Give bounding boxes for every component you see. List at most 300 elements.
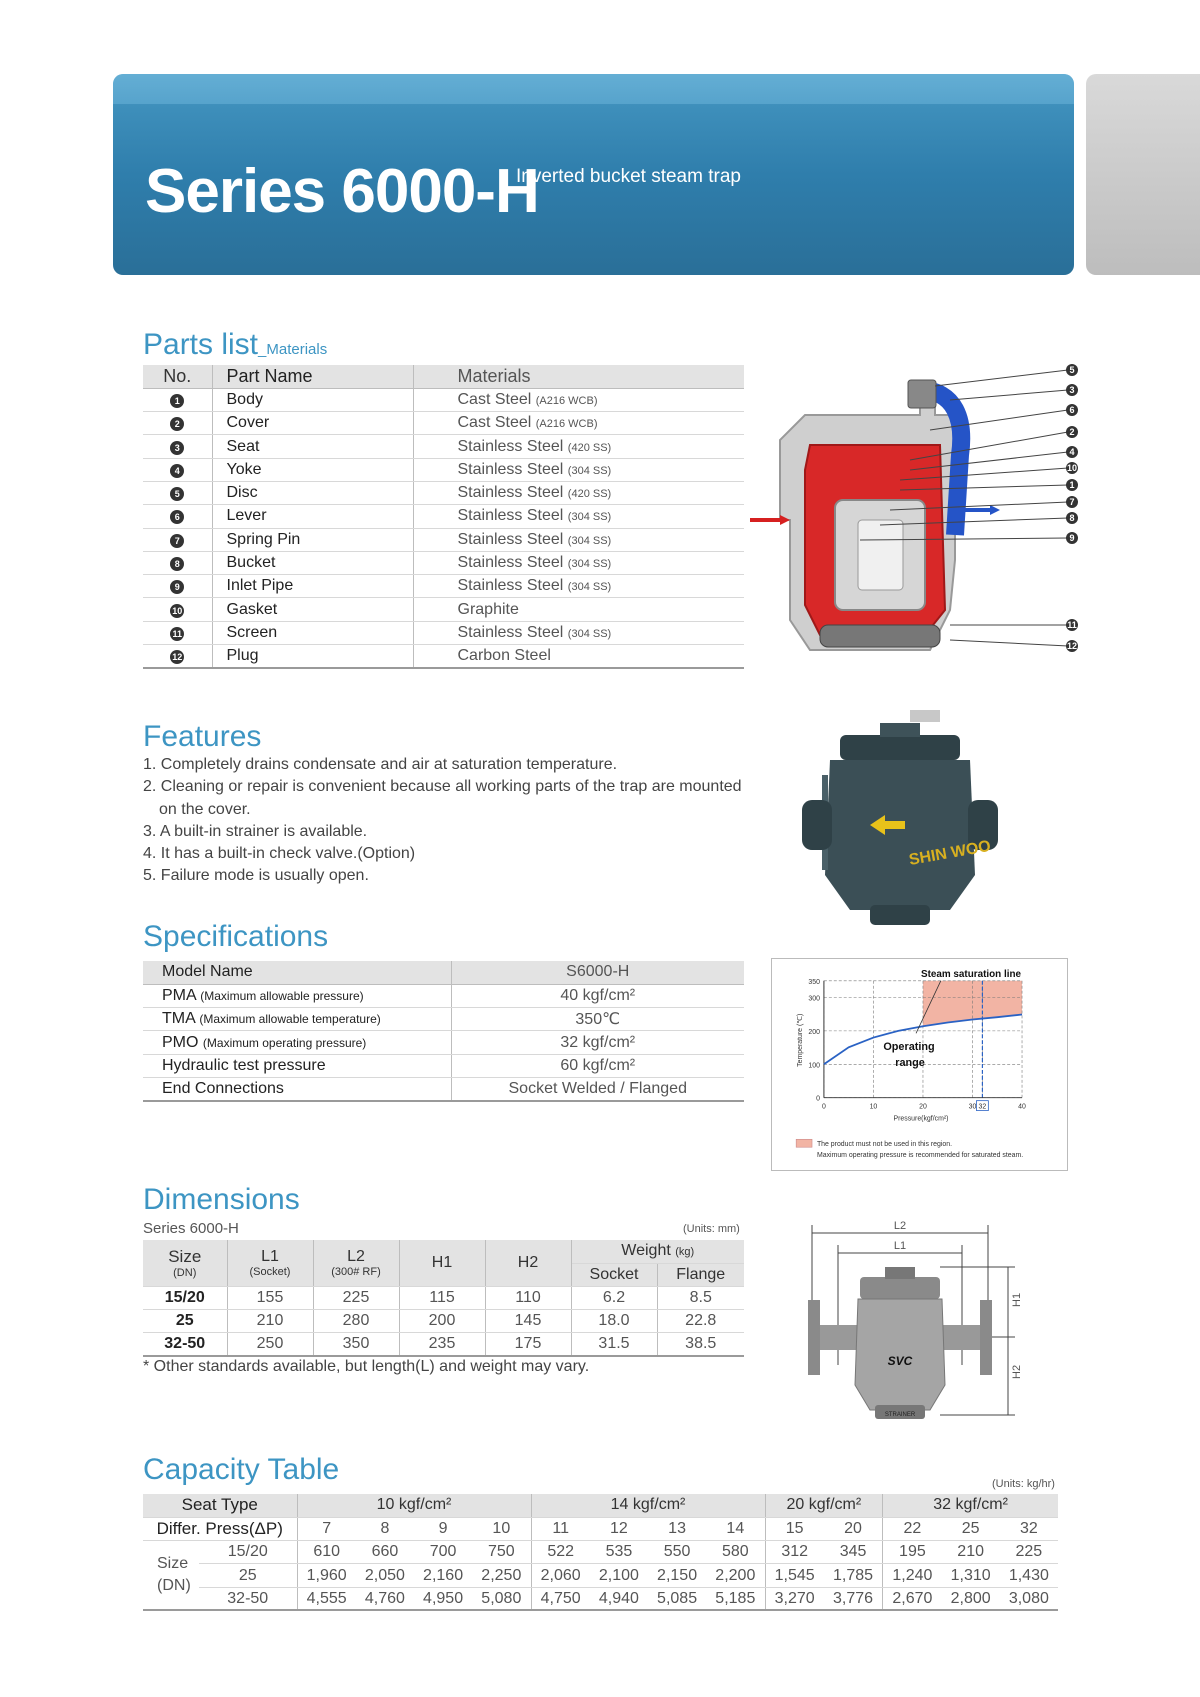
capacity-value: 4,760 (356, 1587, 414, 1610)
part-number-badge: 8 (170, 557, 184, 571)
spec-key-label: Model Name (162, 963, 253, 981)
part-name: Seat (212, 435, 413, 458)
header-h2: H2 (485, 1240, 571, 1286)
part-material (413, 458, 744, 481)
parts-row (143, 575, 744, 598)
x-tick-label: 20 (919, 1103, 927, 1111)
part-name: Disc (212, 481, 413, 504)
seat-type-header: 10 kgf/cm² (297, 1494, 531, 1517)
dim-size: 25 (143, 1309, 227, 1332)
capacity-value: 4,940 (590, 1587, 648, 1610)
capacity-value: 2,800 (942, 1587, 1000, 1610)
capacity-value: 4,555 (297, 1587, 356, 1610)
capacity-value: 2,160 (414, 1564, 472, 1587)
part-number (143, 458, 212, 481)
parts-header-row (143, 365, 744, 388)
capacity-value: 2,050 (356, 1564, 414, 1587)
part-number-badge: 11 (170, 627, 184, 641)
y-axis-label: Temperature (℃) (797, 1013, 805, 1067)
part-number-badge: 12 (172, 651, 183, 662)
parts-row (143, 481, 744, 504)
capacity-value: 3,080 (1000, 1587, 1058, 1610)
spec-key-label: PMA (162, 986, 196, 1004)
capacity-value: 210 (942, 1541, 1000, 1564)
capacity-value: 2,150 (648, 1564, 706, 1587)
part-name: Cover (212, 412, 413, 435)
dimensions-row (143, 1333, 744, 1356)
part-number (143, 435, 212, 458)
material-name: Stainless Steel (457, 484, 564, 502)
part-material (413, 435, 744, 458)
part-number (143, 481, 212, 504)
part-name: Plug (212, 645, 413, 668)
size-label-line: (DN) (157, 1577, 191, 1595)
parts-row (143, 458, 744, 481)
drawing-h2-label: H2 (1011, 1364, 1023, 1379)
callout-marker (1066, 619, 1078, 631)
part-number-badge: 1 (170, 394, 184, 408)
header-weight-label: Weight (621, 1242, 671, 1260)
seat-type-label: Seat Type (143, 1494, 297, 1517)
capacity-row (143, 1587, 1058, 1610)
spec-value: 350℃ (451, 1008, 744, 1031)
pressure-header: 22 (883, 1517, 942, 1540)
capacity-seat-row (143, 1494, 1058, 1517)
part-name: Yoke (212, 458, 413, 481)
pressure-header: 32 (1000, 1517, 1058, 1540)
callout-marker (1066, 404, 1078, 416)
parts-row (143, 551, 744, 574)
capacity-size: 25 (199, 1564, 297, 1587)
callout-marker (1066, 640, 1078, 652)
spec-key (143, 961, 451, 984)
callout-number: 12 (1066, 641, 1078, 651)
capacity-value: 580 (706, 1541, 765, 1564)
banner-highlight (113, 74, 1074, 104)
parts-subtitle: _Materials (258, 341, 328, 358)
callout-number: 10 (1066, 463, 1078, 473)
part-name: Bucket (212, 551, 413, 574)
part-number-badge: 2 (170, 417, 184, 431)
dim-h1: 115 (399, 1286, 485, 1309)
capacity-value: 312 (765, 1541, 824, 1564)
capacity-value: 5,080 (472, 1587, 531, 1610)
features-title: Features (143, 720, 262, 753)
header-l2-label: L2 (347, 1247, 365, 1265)
spec-key (143, 1008, 451, 1031)
x-tick-label: 10 (869, 1103, 878, 1111)
material-spec: (420 SS) (567, 441, 612, 454)
header-h1: H1 (399, 1240, 485, 1286)
dim-flange: 38.5 (657, 1333, 744, 1356)
callout-number: 7 (1069, 497, 1075, 507)
feature-item: 1. Completely drains condensate and air at saturation temperature. (143, 756, 618, 773)
spec-key-label: End Connections (162, 1079, 284, 1097)
material-spec: (304 SS) (567, 534, 612, 547)
spec-value: 60 kgf/cm² (451, 1054, 744, 1077)
feature-item: 2. Cleaning or repair is convenient because all working parts of the trap are mounted (143, 778, 742, 796)
drawing-brand: SVC (887, 1354, 913, 1368)
dimensions-row (143, 1309, 744, 1332)
saturation-chart (771, 958, 1068, 1171)
capacity-value: 1,310 (942, 1564, 1000, 1587)
part-name: Body (212, 388, 413, 411)
material-name: Stainless Steel (457, 530, 564, 548)
material-spec: (304 SS) (567, 581, 612, 594)
capacity-value: 5,085 (648, 1587, 706, 1610)
header-l1 (227, 1240, 313, 1286)
material-name: Stainless Steel (457, 577, 564, 595)
part-number-badge: 3 (170, 441, 184, 455)
material-name: Cast Steel (457, 414, 532, 432)
dimensions-units: (Units: mm) (683, 1223, 740, 1235)
spec-value: 40 kgf/cm² (451, 984, 744, 1007)
part-material (413, 598, 744, 621)
x-axis-label: Pressure(kgf/cm²) (893, 1115, 949, 1123)
pressure-header: 9 (414, 1517, 472, 1540)
capacity-value: 1,430 (1000, 1564, 1058, 1587)
capacity-value: 2,250 (472, 1564, 531, 1587)
header-weight-sub: (kg) (675, 1246, 695, 1259)
spec-key-label: PMO (162, 1033, 199, 1051)
callout-number: 11 (1067, 620, 1077, 630)
parts-row (143, 412, 744, 435)
size-label-line: Size (157, 1555, 189, 1573)
material-name: Cast Steel (457, 390, 532, 408)
capacity-value: 660 (356, 1541, 414, 1564)
part-number (143, 551, 212, 574)
dimensions-header-row (143, 1240, 744, 1263)
header-size-label: Size (168, 1246, 202, 1266)
header-weight (571, 1240, 744, 1263)
capacity-value: 550 (648, 1541, 706, 1564)
callout-number: 1 (1069, 480, 1075, 490)
callout-marker (1066, 532, 1078, 544)
feature-item: 3. A built-in strainer is available. (143, 822, 368, 840)
header-materials: Materials (413, 365, 744, 388)
part-material (413, 645, 744, 668)
spec-key-note: (Maximum allowable temperature) (199, 1012, 381, 1027)
dim-socket: 6.2 (571, 1286, 657, 1309)
product-photo (800, 695, 1000, 935)
pressure-header: 15 (765, 1517, 824, 1540)
capacity-value: 2,100 (590, 1564, 648, 1587)
parts-row (143, 505, 744, 528)
part-material (413, 388, 744, 411)
feature-item: on the cover. (159, 800, 251, 818)
spec-table (143, 961, 744, 1102)
part-material (413, 412, 744, 435)
callout-marker (1066, 512, 1078, 524)
legend-swatch (796, 1139, 812, 1147)
differ-press-label: Differ. Press(ΔP) (143, 1517, 297, 1540)
side-tab (1086, 74, 1200, 275)
annotation-line1: Operating (883, 1041, 935, 1054)
capacity-value: 5,185 (706, 1587, 765, 1610)
spec-value: Socket Welded / Flanged (451, 1077, 744, 1100)
callout-number: 8 (1069, 513, 1075, 523)
part-number (143, 621, 212, 644)
pressure-header: 13 (648, 1517, 706, 1540)
capacity-value: 750 (472, 1541, 531, 1564)
part-material (413, 481, 744, 504)
callout-marker (1066, 462, 1078, 474)
dim-h2: 145 (485, 1309, 571, 1332)
dimensions-caption: Series 6000-H (143, 1220, 239, 1237)
capacity-value: 2,060 (531, 1564, 590, 1587)
dim-flange: 22.8 (657, 1309, 744, 1332)
seat-type-header: 20 kgf/cm² (765, 1494, 883, 1517)
drawing-l1-label: L1 (893, 1240, 907, 1252)
part-number-badge: 7 (170, 534, 184, 548)
header-l2-sub: (300# RF) (331, 1265, 381, 1278)
specifications-title: Specifications (143, 920, 329, 953)
spec-key (143, 1031, 451, 1054)
part-number-badge: 6 (170, 510, 184, 524)
page-title: Series 6000-H (145, 157, 539, 226)
dim-l1: 250 (227, 1333, 313, 1356)
feature-item: 4. It has a built-in check valve.(Option) (143, 845, 416, 863)
header-no: No. (143, 365, 212, 388)
spec-value: S6000-H (451, 961, 744, 984)
feature-item: 5. Failure mode is usually open. (143, 867, 369, 885)
header-socket: Socket (571, 1263, 657, 1286)
material-name: Graphite (457, 600, 519, 618)
drawing-h1-label: H1 (1011, 1292, 1023, 1307)
material-name: Stainless Steel (457, 554, 564, 572)
part-number (143, 645, 212, 668)
y-tick-label: 200 (808, 1028, 820, 1036)
capacity-value: 4,750 (531, 1587, 590, 1610)
callout-marker (1066, 426, 1078, 438)
material-name: Stainless Steel (457, 507, 564, 525)
annotation-line2: range (895, 1056, 925, 1069)
material-spec: (304 SS) (567, 558, 612, 571)
parts-title-text: Parts list (143, 328, 259, 361)
capacity-value: 3,776 (824, 1587, 883, 1610)
part-number (143, 412, 212, 435)
spec-row (143, 961, 744, 984)
dim-size: 32-50 (143, 1333, 227, 1356)
capacity-value: 225 (1000, 1541, 1058, 1564)
part-name: Gasket (212, 598, 413, 621)
capacity-value: 3,270 (765, 1587, 824, 1610)
part-name: Screen (212, 621, 413, 644)
spec-key (143, 1054, 451, 1077)
pressure-header: 10 (472, 1517, 531, 1540)
dim-l2: 280 (313, 1309, 399, 1332)
dim-l2: 225 (313, 1286, 399, 1309)
pressure-header: 8 (356, 1517, 414, 1540)
callout-number: 4 (1069, 447, 1075, 457)
spec-key-note: (Maximum allowable pressure) (200, 988, 364, 1003)
capacity-pressure-row (143, 1517, 1058, 1540)
pressure-header: 11 (531, 1517, 590, 1540)
spec-key (143, 1077, 451, 1100)
dim-flange: 8.5 (657, 1286, 744, 1309)
chart-title: Steam saturation line (920, 968, 1022, 980)
y-tick-label: 350 (808, 978, 820, 986)
material-spec: (304 SS) (567, 627, 612, 640)
x-tick-label: 0 (821, 1103, 826, 1111)
y-tick-label: 100 (808, 1062, 820, 1070)
capacity-value: 4,950 (414, 1587, 472, 1610)
spec-key-label: TMA (162, 1010, 195, 1028)
seat-type-header: 32 kgf/cm² (883, 1494, 1058, 1517)
capacity-units: (Units: kg/hr) (992, 1478, 1055, 1490)
spec-row (143, 1008, 744, 1031)
dim-l1: 210 (227, 1309, 313, 1332)
capacity-row (143, 1564, 1058, 1587)
dimensions-title: Dimensions (143, 1183, 300, 1216)
capacity-table (143, 1494, 1058, 1611)
capacity-value: 195 (883, 1541, 942, 1564)
y-tick-label: 300 (808, 995, 820, 1003)
callout-number: 5 (1069, 365, 1075, 375)
drawing-l2-label: L2 (893, 1220, 907, 1232)
part-name: Inlet Pipe (212, 575, 413, 598)
material-spec: (304 SS) (567, 511, 612, 524)
capacity-value: 1,545 (765, 1564, 824, 1587)
part-number (143, 505, 212, 528)
dimension-drawing (790, 1215, 1030, 1430)
material-name: Carbon Steel (457, 646, 551, 664)
dimensions-note: * Other standards available, but length(L) and weight may vary. (143, 1358, 590, 1375)
header-l2 (313, 1240, 399, 1286)
pressure-header: 7 (297, 1517, 356, 1540)
material-name: Stainless Steel (457, 623, 564, 641)
parts-row (143, 435, 744, 458)
callout-number: 2 (1069, 427, 1075, 437)
features-list (143, 754, 743, 888)
dimensions-table (143, 1240, 744, 1357)
spec-key-label: Hydraulic test pressure (162, 1056, 326, 1074)
part-number (143, 575, 212, 598)
x-tick-label: 30 (968, 1103, 977, 1111)
material-name: Stainless Steel (457, 460, 564, 478)
part-number-badge: 5 (170, 487, 184, 501)
page-subtitle: Inverted bucket steam trap (516, 166, 741, 187)
capacity-value: 2,670 (883, 1587, 942, 1610)
material-spec: (304 SS) (567, 464, 612, 477)
part-material (413, 621, 744, 644)
part-number (143, 388, 212, 411)
pressure-header: 14 (706, 1517, 765, 1540)
parts-list-title (143, 328, 327, 362)
header-flange: Flange (657, 1263, 744, 1286)
header-l1-sub: (Socket) (249, 1265, 291, 1278)
legend-text: The product must not be used in this region. (816, 1141, 953, 1149)
dim-h1: 200 (399, 1309, 485, 1332)
y-tick-label: 0 (816, 1095, 820, 1103)
material-spec: (420 SS) (567, 488, 612, 501)
part-name: Spring Pin (212, 528, 413, 551)
dim-socket: 18.0 (571, 1309, 657, 1332)
size-label (143, 1541, 199, 1611)
header-l1-label: L1 (261, 1247, 279, 1265)
capacity-size: 15/20 (199, 1541, 297, 1564)
capacity-size: 32-50 (199, 1587, 297, 1610)
pressure-header: 12 (590, 1517, 648, 1540)
dim-size: 15/20 (143, 1286, 227, 1309)
callout-number: 9 (1069, 533, 1075, 543)
header-size (143, 1240, 227, 1286)
photo-logo: SHIN WOO (907, 837, 993, 869)
part-material (413, 528, 744, 551)
parts-row (143, 528, 744, 551)
capacity-value: 535 (590, 1541, 648, 1564)
capacity-row (143, 1541, 1058, 1564)
material-spec: (A216 WCB) (535, 394, 598, 407)
dim-h2: 175 (485, 1333, 571, 1356)
capacity-value: 610 (297, 1541, 356, 1564)
cutaway-diagram (750, 360, 1080, 670)
part-material (413, 505, 744, 528)
parts-row (143, 598, 744, 621)
spec-value: 32 kgf/cm² (451, 1031, 744, 1054)
dim-socket: 31.5 (571, 1333, 657, 1356)
parts-row (143, 645, 744, 668)
header-size-sub: (DN) (173, 1266, 197, 1279)
capacity-value: 1,960 (297, 1564, 356, 1587)
capacity-value: 522 (531, 1541, 590, 1564)
parts-row (143, 621, 744, 644)
dim-h1: 235 (399, 1333, 485, 1356)
callout-marker (1066, 496, 1078, 508)
part-number-badge: 4 (170, 464, 184, 478)
spec-row (143, 1031, 744, 1054)
spec-row (143, 984, 744, 1007)
spec-row (143, 1054, 744, 1077)
part-material (413, 551, 744, 574)
callout-number: 6 (1069, 405, 1075, 415)
part-number-badge: 9 (170, 580, 184, 594)
capacity-value: 1,785 (824, 1564, 883, 1587)
header-banner (113, 74, 1074, 275)
parts-table (143, 365, 744, 669)
part-number-badge: 10 (172, 605, 183, 616)
part-name: Lever (212, 505, 413, 528)
material-spec: (A216 WCB) (535, 418, 598, 431)
callout-marker (1066, 479, 1078, 491)
seat-type-header: 14 kgf/cm² (531, 1494, 765, 1517)
header-part-name: Part Name (212, 365, 413, 388)
spec-row (143, 1077, 744, 1100)
capacity-title: Capacity Table (143, 1453, 340, 1486)
pressure-header: 25 (942, 1517, 1000, 1540)
dim-l2: 350 (313, 1333, 399, 1356)
callout-marker (1066, 384, 1078, 396)
dimensions-row (143, 1286, 744, 1309)
spec-key-note: (Maximum operating pressure) (202, 1035, 367, 1050)
capacity-value: 1,240 (883, 1564, 942, 1587)
material-name: Stainless Steel (457, 437, 564, 455)
legend-text: Maximum operating pressure is recommended for saturated steam. (816, 1152, 1024, 1160)
dim-h2: 110 (485, 1286, 571, 1309)
capacity-value: 2,200 (706, 1564, 765, 1587)
part-number (143, 598, 212, 621)
x-tick-label: 40 (1018, 1103, 1026, 1111)
capacity-value: 345 (824, 1541, 883, 1564)
dim-l1: 155 (227, 1286, 313, 1309)
callout-marker (1066, 364, 1078, 376)
parts-row (143, 388, 744, 411)
pressure-header: 20 (824, 1517, 883, 1540)
spec-key (143, 984, 451, 1007)
part-number (143, 528, 212, 551)
callout-marker (1066, 446, 1078, 458)
part-material (413, 575, 744, 598)
